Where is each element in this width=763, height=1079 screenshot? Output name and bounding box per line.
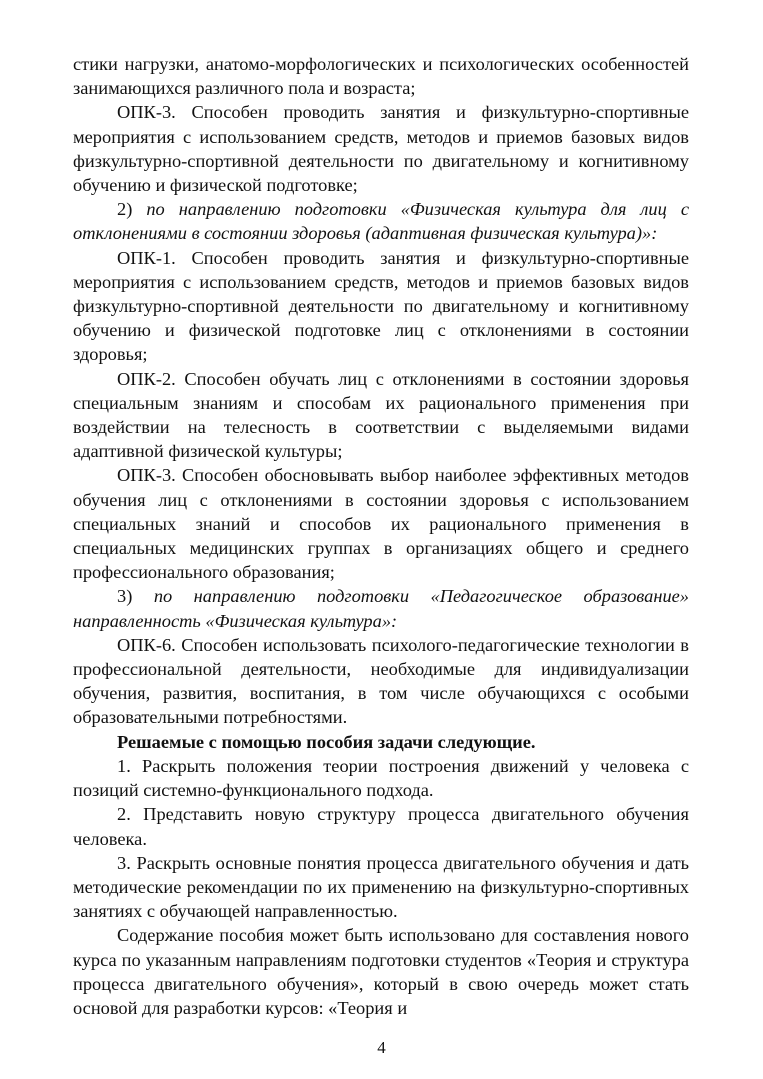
- direction-3-title: по направлению подготовки «Педагогическое образование» направленность «Физическая культура»:: [73, 586, 689, 631]
- paragraph-opk2: ОПК-2. Способен обучать лиц с отклонениями в состоянии здоровья специальным знаниям и способам их рационального применения при воздействии на телесность в соответствии с выделяемыми видами адаптивной физической культуры;: [73, 368, 689, 462]
- direction-3-number: 3): [117, 586, 154, 607]
- paragraph-direction-2: [73, 197, 689, 245]
- task-item-1: 1. Раскрыть положения теории построения движений у человека с позиций системно-функционального подхода.: [73, 755, 689, 801]
- direction-2-title: по направлению подготовки «Физическая культура для лиц с отклонениями в состоянии здоровья (адаптивная физическая культура)»:: [73, 199, 689, 244]
- paragraph-opk1: ОПК-1. Способен проводить занятия и физкультурно-спортивные мероприятия с использованием средств, методов и приемов базовых видов физкультурно-спортивной деятельности по двигательному и когнитивному обучению и физической подготовке лиц с отклонениями в состоянии здоровья;: [73, 247, 689, 365]
- paragraph-content-usage: Содержание пособия может быть использовано для составления нового курса по указанным направлениям подготовки студентов «Теория и структура процесса двигательного обучения», который в свою очередь может стать основой для разработки курсов: «Теория и: [73, 925, 689, 1018]
- paragraph-opk3-first: ОПК-3. Способен проводить занятия и физкультурно-спортивные мероприятия с использованием средств, методов и приемов базовых видов физкультурно-спортивной деятельности по двигательному и когнитивному обучению и физической подготовке;: [73, 102, 689, 196]
- paragraph-opk6: ОПК-6. Способен использовать психолого-педагогические технологии в профессиональной деятельности, необходимые для индивидуализации обучения, развития, воспитания, в том числе обучающихся с особыми образовательными потребностями.: [73, 634, 689, 728]
- document-page: [73, 52, 689, 1020]
- paragraph-direction-3: [73, 584, 689, 632]
- page-number: 4: [377, 1038, 386, 1057]
- paragraph-continuation: стики нагрузки, анатомо-морфологических и психологических особенностей занимающихся различного пола и возраста;: [73, 54, 689, 99]
- paragraph-opk3-second: ОПК-3. Способен обосновывать выбор наиболее эффективных методов обучения лиц с отклонениями в состоянии здоровья с использованием специальных знаний и способов их рационального применения в специальных медицинских группах в организациях общего и среднего профессионального образования;: [73, 465, 689, 583]
- direction-2-number: 2): [117, 199, 147, 220]
- task-item-3: 3. Раскрыть основные понятия процесса двигательного обучения и дать методические рекомендации по их применению на физкультурно-спортивных занятиях с обучающей направленностью.: [73, 852, 689, 922]
- task-item-2: 2. Представить новую структуру процесса двигательного обучения человека.: [73, 804, 689, 849]
- tasks-heading: Решаемые с помощью пособия задачи следующие.: [117, 731, 536, 752]
